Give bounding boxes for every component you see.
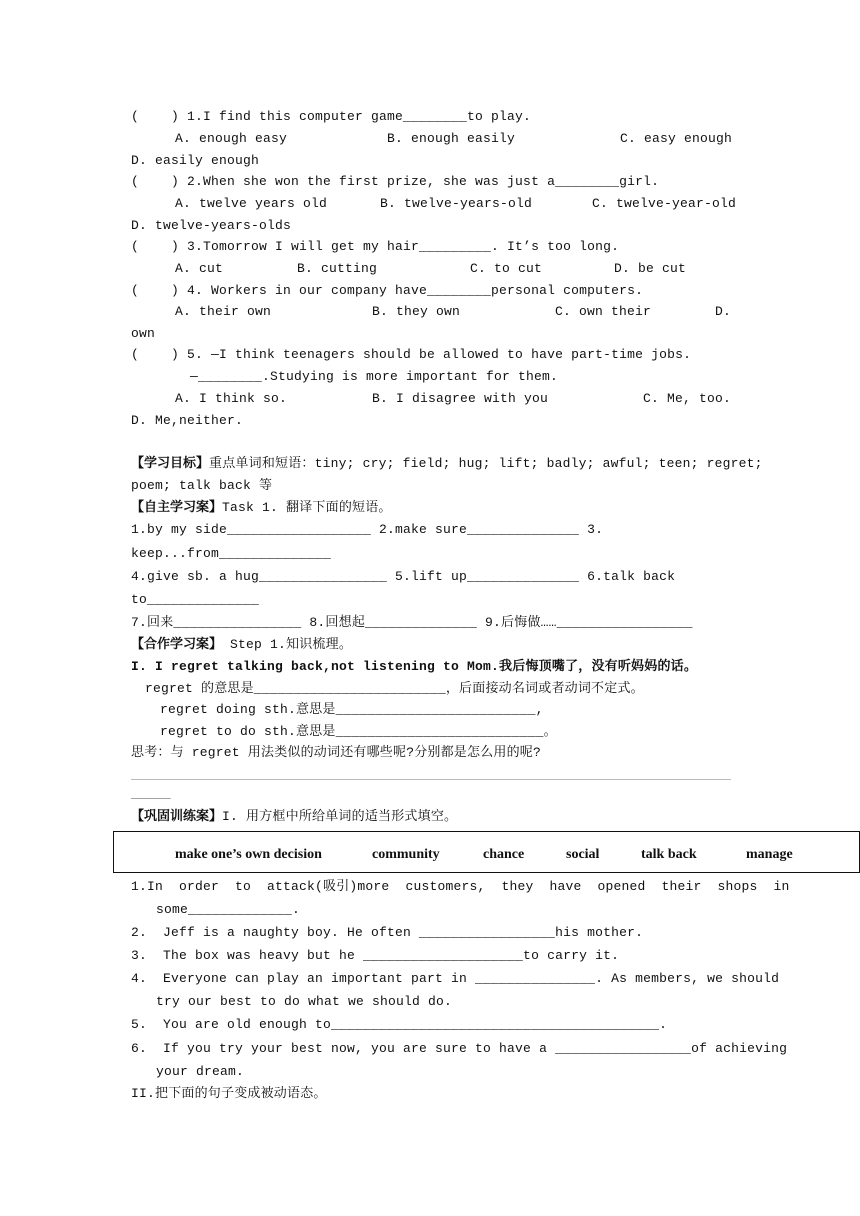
q3-option-a: A. cut xyxy=(175,261,224,276)
phrase-row-2b: to______________ xyxy=(131,592,260,607)
q2-option-a: A. twelve years old xyxy=(175,196,328,211)
q4-option-b: B. they own xyxy=(372,304,461,319)
phrase-row-1: 1.by my side__________________ 2.make sure______________ 3. xyxy=(131,522,604,537)
goal-line xyxy=(131,455,763,473)
q1-option-c: C. easy enough xyxy=(620,131,733,146)
answer-rule-tail: _____ xyxy=(131,786,172,801)
q2-option-d: D. twelve-years-olds xyxy=(131,218,292,233)
sentence-6b: your dream. xyxy=(156,1064,245,1079)
coop-item-1: I. I regret talking back,not listening to Mom.我后悔顶嘴了，没有听妈妈的话。 xyxy=(131,659,698,674)
sentence-4b: try our best to do what we should do. xyxy=(156,994,453,1009)
sentence-1: 1.In order to attack(吸引)more customers, they have opened their shops in xyxy=(131,879,790,894)
question-3-stem: ( ) 3.Tomorrow I will get my hair_________. It’s too long. xyxy=(131,239,620,254)
self-study-line xyxy=(131,499,392,517)
goal-heading: 【学习目标】 xyxy=(131,456,210,471)
q4-option-d-cont: own xyxy=(131,326,156,341)
word-box xyxy=(113,831,860,873)
q2-option-c: C. twelve-year-old xyxy=(592,196,737,211)
goal-text-2: poem; talk back 等 xyxy=(131,478,273,493)
answer-rule xyxy=(131,779,731,780)
question-1-stem: ( ) 1.I find this computer game________to play. xyxy=(131,109,532,124)
q1-option-a: A. enough easy xyxy=(175,131,288,146)
coop-heading: 【合作学习案】 xyxy=(131,637,223,652)
question-5-reply: —________.Studying is more important for them. xyxy=(190,369,559,384)
practice-instruction: I. 用方框中所给单词的适当形式填空。 xyxy=(222,809,458,824)
self-study-heading: 【自主学习案】 xyxy=(131,500,223,515)
q4-option-c: C. own their xyxy=(555,304,652,319)
coop-step: Step 1.知识梳理。 xyxy=(222,637,353,652)
word-social: social xyxy=(566,847,600,862)
q4-option-d: D. xyxy=(715,304,732,319)
goal-text: 重点单词和短语：tiny; cry; field; hug; lift; badly; awful; teen; regret; xyxy=(209,456,763,471)
q1-option-b: B. enough easily xyxy=(387,131,516,146)
phrase-row-2: 4.give sb. a hug________________ 5.lift up______________ 6.talk back xyxy=(131,569,676,584)
passive-voice-heading: II.把下面的句子变成被动语态。 xyxy=(131,1086,327,1101)
q5-option-b: B. I disagree with you xyxy=(372,391,549,406)
q5-option-a: A. I think so. xyxy=(175,391,288,406)
q5-option-c: C. Me, too. xyxy=(643,391,732,406)
word-talk-back: talk back xyxy=(641,847,697,862)
q5-option-d: D. Me,neither. xyxy=(131,413,244,428)
q3-option-b: B. cutting xyxy=(297,261,378,276)
question-5-stem: ( ) 5. —I think teenagers should be allowed to have part-time jobs. xyxy=(131,347,692,362)
q3-option-d: D. be cut xyxy=(614,261,687,276)
phrase-row-3: 7.回来________________ 8.回想起______________ 9.后悔做……_________________ xyxy=(131,615,693,630)
coop-line xyxy=(131,636,352,654)
regret-meaning: regret 的意思是________________________，后面接动名词或者动词不定式。 xyxy=(145,681,644,696)
q2-option-b: B. twelve-years-old xyxy=(380,196,533,211)
word-make-decision: make one’s own decision xyxy=(175,847,322,862)
word-manage: manage xyxy=(746,847,793,862)
q4-option-a: A. their own xyxy=(175,304,272,319)
sentence-5: 5. You are old enough to_________________________________________. xyxy=(131,1017,668,1032)
sentence-4: 4. Everyone can play an important part in _______________. As members, we should xyxy=(131,971,780,986)
phrase-row-1b: keep...from______________ xyxy=(131,546,332,561)
sentence-1b: some_____________. xyxy=(156,902,301,917)
question-2-stem: ( ) 2.When she won the first prize, she was just a________girl. xyxy=(131,174,660,189)
word-community: community xyxy=(372,847,440,862)
word-chance: chance xyxy=(483,847,525,862)
question-4-stem: ( ) 4. Workers in our company have________personal computers. xyxy=(131,283,644,298)
think-question: 思考：与 regret 用法类似的动词还有哪些呢?分别都是怎么用的呢? xyxy=(131,745,542,760)
q1-option-d: D. easily enough xyxy=(131,153,260,168)
practice-line xyxy=(131,808,457,826)
sentence-2: 2. Jeff is a naughty boy. He often _________________his mother. xyxy=(131,925,644,940)
sentence-3: 3. The box was heavy but he ____________________to carry it. xyxy=(131,948,620,963)
q3-option-c: C. to cut xyxy=(470,261,543,276)
regret-doing: regret doing sth.意思是_________________________, xyxy=(160,702,544,717)
self-study-task: Task 1. 翻译下面的短语。 xyxy=(222,500,392,515)
regret-to-do: regret to do sth.意思是__________________________。 xyxy=(160,724,557,739)
practice-heading: 【巩固训练案】 xyxy=(131,809,223,824)
sentence-6: 6. If you try your best now, you are sure to have a _________________of achieving xyxy=(131,1041,788,1056)
